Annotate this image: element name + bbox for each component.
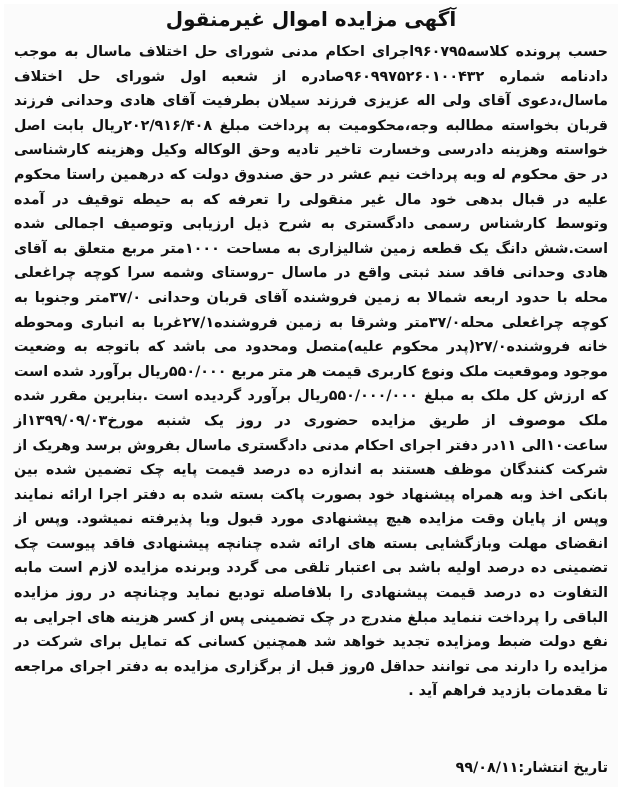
auction-notice xyxy=(4,4,618,787)
notice-title: آگهی مزایده اموال غیرمنقول xyxy=(165,7,457,31)
publication-date: تاریخ انتشار:۹۹/۰۸/۱۱ xyxy=(455,760,608,776)
notice-body: حسب پرونده کلاسه۹۶۰۷۹۵اجرای احکام مدنی شورای حل اختلاف ماسال به موجب دادنامه شماره ۹۶۰۹۹۷۵۲۶۰۱۰۰۴۳۲صادره از شعبه اول شورای حل اختلاف ماسال،دعوی آقای ولی اله عزیزی فرزند سیلان بطرفیت آقای هادی وحدانی فرزند قربان بخواسته مطالبه وجه،محکومیت به پرداخت مبلغ ۲۰۲/۹۱۶/۴۰۸ریال بابت اصل خواسته وهزینه دادرسی وخسارت تاخیر تادیه وحق الوکاله وکیل وهزینه کارشناسی در حق محکوم له وبه پرداخت نیم عشر در حق صندوق دولت که درهمین راستا محکوم علیه در قبال بدهی خود مال غیر منقولی را تعرفه که به حیطه توقیف در آمده وتوسط کارشناس رسمی دادگستری به شرح ذیل ارزیابی وتوصیف اجمالی شده است.شش دانگ یک قطعه زمین شالیزاری به مساحت ۱۰۰۰متر مربع متعلق به آقای هادی وحدانی فاقد سند ثبتی واقع در ماسال –روستای وشمه سرا کوچه چراغعلی محله با حدود اربعه شمالا به زمین فروشنده آقای قربان وحدانی ۳۷/۰متر وجنوبا به کوچه چراغعلی محله۳۷/۰متر وشرقا به زمین فروشنده۲۷/۱غربا به انباری ومحوطه خانه فروشنده۲۷/۰(پدر محکوم علیه)متصل ومحدود می باشد که باتوجه به وضعیت موجود وموقعیت ملک ونوع کاربری قیمت هر متر مربع ۵۵۰/۰۰۰ریال برآورد شده است که ارزش کل ملک به مبلغ ۵۵۰/۰۰۰/۰۰۰ریال برآورد گردیده است .بنابرین مقرر شده ملک موصوف از طریق مزایده حضوری در روز یک شنبه مورخ۱۳۹۹/۰۹/۰۳از ساعت۱۰الی ۱۱در دفتر اجرای احکام مدنی دادگستری ماسال بفروش برسد وهریک از شرکت کنندگان موظف هستند به اندازه ده درصد قیمت پایه چک تضمین شده بین بانکی اخذ وبه همراه پیشنهاد خود بصورت پاکت بسته شده به دفتر اجرا ارائه نمایند وپس از پایان وقت مزایده هیچ پیشنهادی مورد قبول ویا پذیرفته نمیشود. وپس از انقضای مهلت وبازگشایی بسته های ارائه شده چنانچه پیشنهادی فاقد پیوست چک تضمینی ده درصد اولیه باشد بی اعتبار تلقی می گردد وبرنده مزایده لازم است مابه التفاوت ده درصد قیمت پیشنهادی را بلافاصله تودیع نماید وچنانچه در روز مزایده الباقی را پرداخت ننماید مبلغ مندرج در چک تضمینی پس از کسر هزینه های اجرایی به نفع دولت ضبط ومزایده تجدید خواهد شد همچنین کسانی که تمایل برای شرکت در مزایده را دارند می توانند حداقل ۵روز قبل از برگزاری مزایده به دفتر اجرای مراجعه تا مقدمات بازدید فراهم آید . xyxy=(14,44,609,700)
